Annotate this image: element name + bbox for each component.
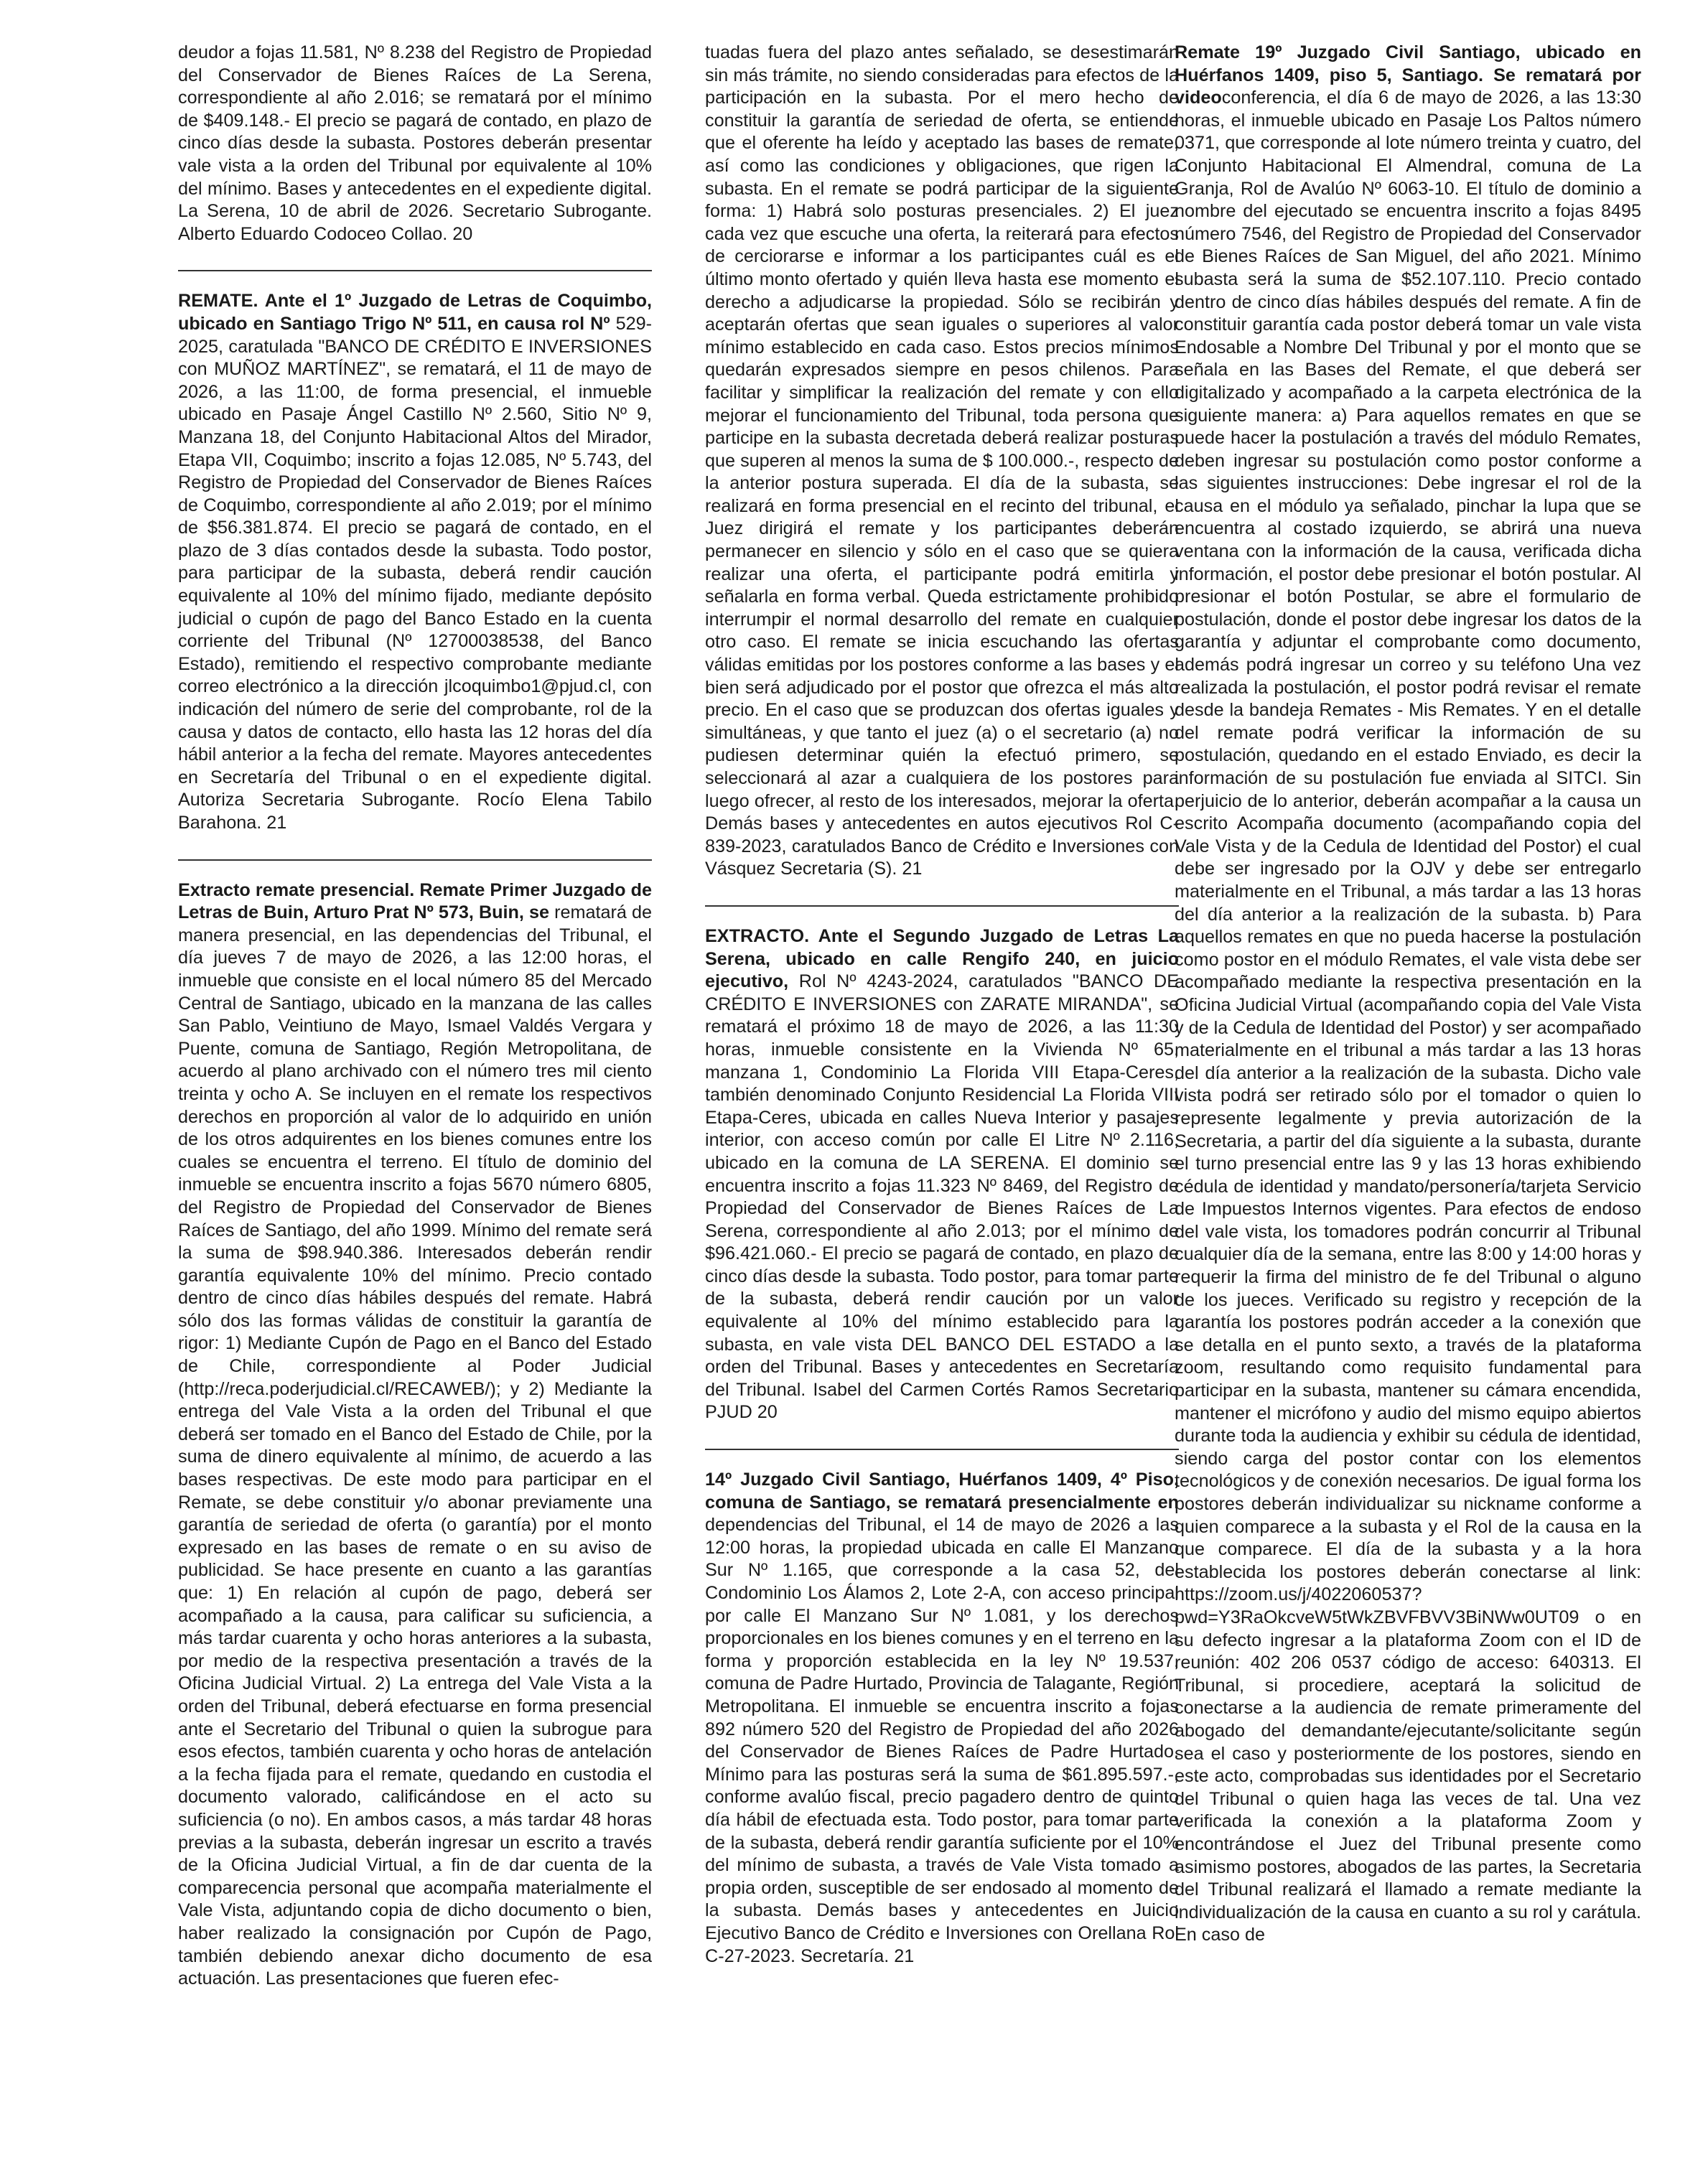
notice-divider <box>178 859 652 861</box>
notice-remate-14-juzgado <box>705 1469 1179 1982</box>
notice-divider <box>178 270 652 271</box>
notice-heading: EXTRACTO. Ante el Segundo Juzgado de Letras La Serena, ubicado en calle Rengifo 240, en juicio ejecutivo, <box>705 925 1179 992</box>
notice-remate-coquimbo <box>178 290 652 849</box>
column-2 <box>705 42 1179 1982</box>
notice-remate-19-juzgado <box>1175 42 1641 1961</box>
column-1 <box>178 42 652 2005</box>
notice-divider <box>705 1449 1179 1450</box>
notice-extracto-la-serena <box>705 925 1179 1439</box>
notice-heading: Extracto remate presencial. Remate Primer Juzgado de Letras de Buin, Arturo Prat Nº 573, Buin, se <box>178 879 652 923</box>
notice-divider <box>705 905 1179 907</box>
notice-body: dependencias del Tribunal, el 14 de mayo de 2026 a las 12:00 horas, la propiedad ubicada en calle El Manzano Sur Nº 1.165, que corresponde a la casa 52, del Condominio Los Álamos 2, Lote 2-A, con acceso principal por calle El Manzano Sur Nº 1.081, y los derechos proporcionales en los bienes comunes y en el terreno en la forma y proporción establecida en la ley Nº 19.537, comuna de Padre Hurtado, Provincia de Talagante, Región Metropolitana. El inmueble se encuentra inscrito a fojas 892 número 520 del Registro de Propiedad del año 2026 del Conservador de Bienes Raíces de Padre Hurtado. Mínimo para las posturas será la suma de $61.895.597.-, conforme avalúo fiscal, precio pagadero dentro de quinto día hábil de efectuada esta. Todo postor, para tomar parte de la subasta, deberá rendir garantía suficiente por el 10% del mínimo de subasta, a través de Vale Vista tomado a propia orden, susceptible de ser endosado al momento de la subasta. Demás bases y antecedentes en Juicio Ejecutivo Banco de Crédito e Inversiones con Orellana Rol C-27-2023. Secretaría. 21 <box>705 1515 1179 1966</box>
column-3 <box>1175 42 1641 1961</box>
notice-body: deudor a fojas 11.581, Nº 8.238 del Registro de Propiedad del Conservador de Bienes Raíces de La Serena, correspondiente al año 2.016; se rematará por el mínimo de $409.148.- El precio se pagará de contado, en plazo de cinco días desde la subasta. Postores deberán presentar vale vista a la orden del Tribunal por equivalente al 10% del mínimo. Bases y antecedentes en el expediente digital. La Serena, 10 de abril de 2026. Secretario Subrogante. Alberto Eduardo Codoceo Collao. 20 <box>178 42 652 244</box>
notice-body: rematará de manera presencial, en las dependencias del Tribunal, el día jueves 7 de mayo de 2026, a las 12:00 horas, el inmueble que consiste en el local número 85 del Mercado Central de Santiago, ubicado en la manzana de las calles San Pablo, Veintiuno de Mayo, Ismael Valdés Vergara y Puente, comuna de Santiago, Región Metropolitana, de acuerdo al plano archivado con el número tres mil ciento treinta y ocho A. Se incluyen en el remate los respectivos derechos en proporción al valor de lo adquirido en unión de los otros adquirentes en los bienes comunes entre los cuales se encuentra el terreno. El título de dominio del inmueble se encuentra inscrito a fojas 5670 número 6805, del Registro de Propiedad del Conservador de Bienes Raíces de Santiago, del año 1999. Mínimo del remate será la suma de $98.940.386. Interesados deberán rendir garantía equivalente 10% del mínimo. Precio contado dentro de cinco días hábiles después del remate. Habrá sólo dos las formas válidas de constituir la garantía de rigor: 1) Mediante Cupón de Pago en el Banco del Estado de Chile, correspondiente al Poder Judicial (http://reca.poderjudicial.cl/RECAWEB/); y 2) Mediante la entrega del Vale Vista a la orden del Tribunal el que deberá ser tomado en el Banco del Estado de Chile, por la suma de dinero equivalente al mínimo, de acuerdo a las bases respectivas. De este modo para participar en el Remate, se debe constituir y/o abonar previamente una garantía de seriedad de oferta (o garantía) por el monto expresado en las bases de remate o en su aviso de publicidad. Se hace presente en cuanto a las garantías que: 1) En relación al cupón de pago, deberá ser acompañado a la causa, para calificar su suficiencia, a más tardar cuarenta y ocho horas anteriores a la subasta, por medio de la respectiva presentación a través de la Oficina Judicial Virtual. 2) La entrega del Vale Vista a la orden del Tribunal, deberá efectuarse en forma presencial ante el Secretario del Tribunal o quien la subrogue para esos efectos, también cuarenta y ocho horas de antelación a la fecha fijada para el remate, quedando en custodia el documento valorado, calificándose en el acto su suficiencia (o no). En ambos casos, a más tardar 48 horas previas a la subasta, deberán ingresar un escrito a través de la Oficina Judicial Virtual, a fin de dar cuenta de la comparecencia personal que acompaña materialmente el Vale Vista, adjuntando copia de dicho documento o bien, haber realizado la consignación por Cupón de Pago, también debiendo anexar dicho documento de esa actuación. Las presentaciones que fueren efec- <box>178 902 652 1989</box>
notice-continuation-buin <box>705 42 1179 895</box>
notice-heading: REMATE. Ante el 1º Juzgado de Letras de Coquimbo, ubicado en Santiago Trigo Nº 511, en causa rol Nº <box>178 291 652 334</box>
notice-heading: Remate 19º Juzgado Civil Santiago, ubicado en Huérfanos 1409, piso 5, Santiago. Se rematará por video <box>1175 42 1641 108</box>
notice-body: Rol Nº 4243-2024, caratulados "BANCO DE CRÉDITO E INVERSIONES con ZARATE MIRANDA", se rematará el próximo 18 de mayo de 2026, a las 11:30 horas, inmueble consistente en la Vivienda Nº 65, manzana 1, Condominio La Florida VIII Etapa-Ceres, también denominado Conjunto Residencial La Florida VIII Etapa-Ceres, ubicada en calles Nueva Interior y pasajes interior, con acceso común por calle El Litre Nº 2.116, ubicado en la comuna de LA SERENA. El dominio se encuentra inscrito a fojas 11.323 Nº 8469, del Registro de Propiedad del Conservador de Bienes Raíces de La Serena, correspondiente al año 2.013; por el mínimo de $96.421.060.- El precio se pagará de contado, en plazo de cinco días desde la subasta. Todo postor, para tomar parte de la subasta, deberá rendir caución por un valor equivalente al 10% del mínimo establecido para la subasta, en vale vista DEL BANCO DEL ESTADO a la orden del Tribunal. Bases y antecedentes en Secretaría del Tribunal. Isabel del Carmen Cortés Ramos Secretario PJUD 20 <box>705 971 1179 1423</box>
notice-body: tuadas fuera del plazo antes señalado, se desestimarán sin más trámite, no siendo consideradas para efectos de la participación en la subasta. Por el mero hecho de constituir la garantía de seriedad de oferta, se entiende que el oferente ha leído y aceptado las bases de remate, así como las condiciones y obligaciones, que rigen la subasta. En el remate se podrá participar de la siguiente forma: 1) Habrá solo posturas presenciales. 2) El juez cada vez que escuche una oferta, la reiterará para efectos de cerciorarse e informar a los participantes cuál es el último monto ofertado y quién lleva hasta ese momento el derecho a adjudicarse la propiedad. Sólo se recibirán y aceptarán ofertas que sean iguales o superiores al valor mínimo establecido en cada caso. Estos precios mínimos quedarán expresados siempre en pesos chilenos. Para facilitar y simplificar la realización del remate y con ello mejorar el funcionamiento del Tribunal, toda persona que participe en la subasta decretada deberá realizar posturas que superen al menos la suma de $ 100.000.-, respecto de la anterior postura superada. El día de la subasta, se realizará en forma presencial en el recinto del tribunal, el Juez dirigirá el remate y los participantes deberán permanecer en silencio y sólo en el caso que se quiera realizar una oferta, el participante podrá emitirla y señalarla en forma verbal. Queda estrictamente prohibido interrumpir el normal desarrollo del remate en cualquier otro caso. El remate se inicia escuchando las ofertas válidas emitidas por los postores conforme a las bases y el bien será adjudicado por el postor que ofrezca el más alto precio. En el caso que se produzcan dos ofertas iguales y simultáneas, y que tanto el juez (a) o el secretario (a) no pudiesen determinar quién la efectuó primero, se seleccionará al azar a cualquiera de los postores para luego ofrecer, al resto de los interesados, mejorar la oferta. Demás bases y antecedentes en autos ejecutivos Rol C-839-2023, caratulados Banco de Crédito e Inversiones con Vásquez Secretaria (S). 21 <box>705 42 1179 879</box>
notice-continuation-la-serena <box>178 42 652 260</box>
notice-heading: 14º Juzgado Civil Santiago, Huérfanos 1409, 4º Piso, comuna de Santiago, se rematará presencialmente en <box>705 1470 1179 1513</box>
notice-body: conferencia, el día 6 de mayo de 2026, a las 13:30 horas, el inmueble ubicado en Pasaje Los Paltos número 0371, que corresponde al lote número treinta y cuatro, del Conjunto Habitacional El Almendral, comuna de La Granja, Rol de Avalúo Nº 6063-10. El título de dominio a nombre del ejecutado se encuentra inscrito a fojas 8495 número 7546, del Registro de Propiedad del Conservador de Bienes Raíces de San Miguel, del año 2021. Mínimo subasta será la suma de $52.107.110. Precio contado dentro de cinco días hábiles después del remate. A fin de constituir garantía cada postor deberá tomar un vale vista Endosable a Nombre Del Tribunal y por el monto que se señala en las Bases del Remate, el que deberá ser digitalizado y acompañado a la carpeta electrónica de la siguiente manera: a) Para aquellos remates en que se puede hacer la postulación a través del módulo Remates, deben ingresar su postulación como postor conforme a las siguientes instrucciones: Debe ingresar el rol de la causa en el módulo ya señalado, pinchar la lupa que se encuentra al costado izquierdo, se abrirá una nueva ventana con la información de la causa, verificada dicha información, el postor debe presionar el botón postular. Al presionar el botón Postular, se abre el formulario de postulación, donde el postor debe ingresar los datos de la garantía y adjuntar el comprobante como documento, además podrá ingresar un correo y su teléfono Una vez realizada la postulación, el postor podrá revisar el remate desde la bandeja Remates - Mis Remates. Y en el detalle del remate podrá verificar la información de su postulación, quedando en el estado Enviado, es decir la información de su postulación fue enviada al SITCI. Sin perjuicio de lo anterior, deberán acompañar a la causa un escrito Acompaña documento (acompañando copia del Vale Vista y de la Cedula de Identidad del Postor) el cual debe ser ingresado por la OJV y debe ser entregarlo materialmente en el Tribunal, a más tardar a las 13 horas del día anterior a la realización de la subasta. b) Para aquellos remates en que no pueda hacerse la postulación como postor en el módulo Remates, el vale vista debe ser acompañado mediante la respectiva presentación en la Oficina Judicial Virtual (acompañando copia del Vale Vista y de la Cedula de Identidad del Postor) y ser acompañado materialmente en el tribunal a más tardar a las 13 horas del día anterior a la realización de la subasta. Dicho vale vista podrá ser retirado sólo por el tomador o quien lo represente legalmente y previa autorización de la Secretaria, a partir del día siguiente a la subasta, durante el turno presencial entre las 9 y las 13 horas exhibiendo cédula de identidad y mandato/personería/tarjeta Servicio de Impuestos Internos vigentes. Para efectos de endoso del vale vista, los tomadores podrán concurrir al Tribunal cualquier día de la semana, entre las 8:00 y 14:00 horas y requerir la firma del ministro de fe del Tribunal o alguno de los jueces. Verificado su registro y recepción de la garantía los postores podrán acceder a la conexión que se detalla en el punto sexto, a través de la plataforma zoom, resultando como requisito fundamental para participar en la subasta, mantener su cámara encendida, mantener el micrófono y audio del mismo equipo abiertos durante toda la audiencia y exhibir su cédula de identidad, siendo carga del postor contar con los elementos tecnológicos y de conexión necesarios. De igual forma los postores deberán individualizar su nickname conforme a quien comparece a la subasta y el Rol de la causa en la que comparece. El día de la subasta y a la hora establecida los postores deberán conectarse al link: https://zoom.us/j/4022060537?pwd=Y3RaOkcveW5tWkZBVFBVV3BiNWw0UT09 o en su defecto ingresar a la plataforma Zoom con el ID de reunión: 402 206 0537 código de acceso: 640313. El Tribunal, si procediere, aceptará la solicitud de conectarse a la audiencia de remate primeramente del abogado del demandante/ejecutante/solicitante según sea el caso y posteriormente de los postores, siendo en este acto, comprobadas sus identidades por el Secretario del Tribunal o quien haga las veces de tal. Una vez verificada la conexión a la plataforma Zoom y encontrándose el Juez del Tribunal presente como asimismo postores, abogados de las partes, la Secretaria del Tribunal realizará el llamado a remate mediante la individualización de la causa en cuanto a su rol y carátula. En caso de <box>1175 88 1641 1945</box>
notice-body: 529-2025, caratulada "BANCO DE CRÉDITO E INVERSIONES con MUÑOZ MARTÍNEZ", se rematará, el 11 de mayo de 2026, a las 11:00, de forma presencial, el inmueble ubicado en Pasaje Ángel Castillo Nº 2.560, Sitio Nº 9, Manzana 18, del Conjunto Habitacional Altos del Mirador, Etapa VII, Coquimbo; inscrito a fojas 12.085, Nº 5.743, del Registro de Propiedad del Conservador de Bienes Raíces de Coquimbo, correspondiente al año 2.019; por el mínimo de $56.381.874. El precio se pagará de contado, en el plazo de 3 días contados desde la subasta. Todo postor, para participar de la subasta, deberá rendir caución equivalente al 10% del mínimo fijado, mediante depósito judicial o cupón de pago del Banco Estado en la cuenta corriente del Tribunal (Nº 12700038538, del Banco Estado), remitiendo el respectivo comprobante mediante correo electrónico a la dirección jlcoquimbo1@pjud.cl, con indicación del número de serie del comprobante, rol de la causa y datos de contacto, ello hasta las 12 horas del día hábil anterior a la fecha del remate. Mayores antecedentes en Secretaría del Tribunal o en el expediente digital. Autoriza Secretaria Subrogante. Rocío Elena Tabilo Barahona. 21 <box>178 313 652 833</box>
notice-remate-buin <box>178 879 652 2005</box>
